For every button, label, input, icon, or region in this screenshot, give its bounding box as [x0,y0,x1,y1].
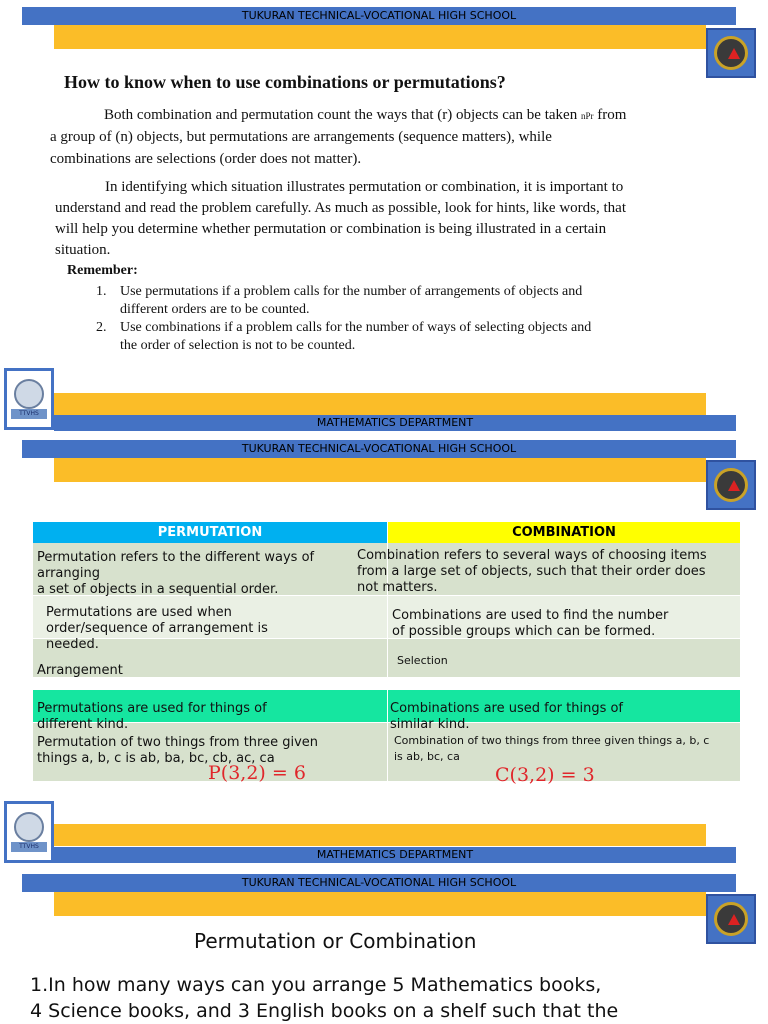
slide1-heading: How to know when to use combinations or permutations? [64,72,506,92]
footer-gold-band [54,393,706,415]
school-logo-icon [706,460,756,510]
perm-row-2: Permutations are used when order/sequence of arrangement is needed. [46,605,268,652]
perm-row-4: Permutations are used for things of different kind. [37,701,267,732]
header-gold-band [54,458,706,482]
department-footer: MATHEMATICS DEPARTMENT [54,847,736,863]
npr-symbol: nPr [580,111,594,121]
perm-row-1: Permutation refers to the different ways of arranging a set of objects in a sequential order. [37,550,315,597]
para1-line2: a group of (n) objects, but permutations are arrangements (sequence matters), while [50,129,552,145]
remember-label: Remember: [67,263,138,278]
header-gold-band [54,25,706,49]
permutation-header: PERMUTATION [33,522,387,543]
remember-item-1-line1: Use permutations if a problem calls for the number of arrangements of objects and [120,284,583,299]
remember-item-1-line2: different orders are to be counted. [120,302,310,317]
slide3-title: Permutation or Combination [194,929,477,953]
school-logo-icon [706,28,756,78]
school-seal-icon: TTVHS [4,801,54,863]
footer-gold-band [54,824,706,846]
para1-line3: combinations are selections (order does not matter). [50,151,362,167]
school-seal-icon: TTVHS [4,368,54,430]
header-gold-band [54,892,706,916]
remember-item-2-line1: Use combinations if a problem calls for the number of ways of selecting objects and [120,320,592,335]
remember-num-2: 2. [96,320,107,335]
perm-formula: P(3,2) = 6 [208,762,306,784]
comb-row-2: Combinations are used to find the number of possible groups which can be formed. [392,608,669,639]
para2-line1: In identifying which situation illustrates permutation or combination, it is important to [105,179,624,195]
remember-num-1: 1. [96,284,107,299]
para2-line3: will help you determine whether permutation or combination is being illustrated in a certain [55,221,607,237]
school-header: TUKURAN TECHNICAL-VOCATIONAL HIGH SCHOOL [22,7,736,25]
comb-row-3: Selection [397,654,448,667]
perm-row-3: Arrangement [37,663,123,678]
para1-line1: Both combination and permutation count the ways that (r) objects can be taken nPr from [104,107,627,123]
para2-line4: situation. [55,242,111,258]
remember-item-2-line2: the order of selection is not to be counted. [120,338,356,353]
comb-row-1: Combination refers to several ways of choosing items from a large set of objects, such that their order does not matters. [357,548,707,595]
para2-line2: understand and read the problem carefully. As much as possible, look for hints, like words, that [55,200,626,216]
department-footer: MATHEMATICS DEPARTMENT [54,415,736,431]
question-1: 1.In how many ways can you arrange 5 Mathematics books, 4 Science books, and 3 English books on a shelf such that the [30,974,619,1022]
school-logo-icon [706,894,756,944]
combination-header: COMBINATION [388,522,740,543]
perm-row-5: Permutation of two things from three given things a, b, c is ab, ba, bc, cb, ac, ca [37,735,319,766]
school-header: TUKURAN TECHNICAL-VOCATIONAL HIGH SCHOOL [22,440,736,458]
comb-row-5: Combination of two things from three given things a, b, c is ab, bc, ca [394,734,710,763]
school-header: TUKURAN TECHNICAL-VOCATIONAL HIGH SCHOOL [22,874,736,892]
comb-formula: C(3,2) = 3 [495,764,595,786]
comb-row-4: Combinations are used for things of similar kind. [390,701,624,732]
